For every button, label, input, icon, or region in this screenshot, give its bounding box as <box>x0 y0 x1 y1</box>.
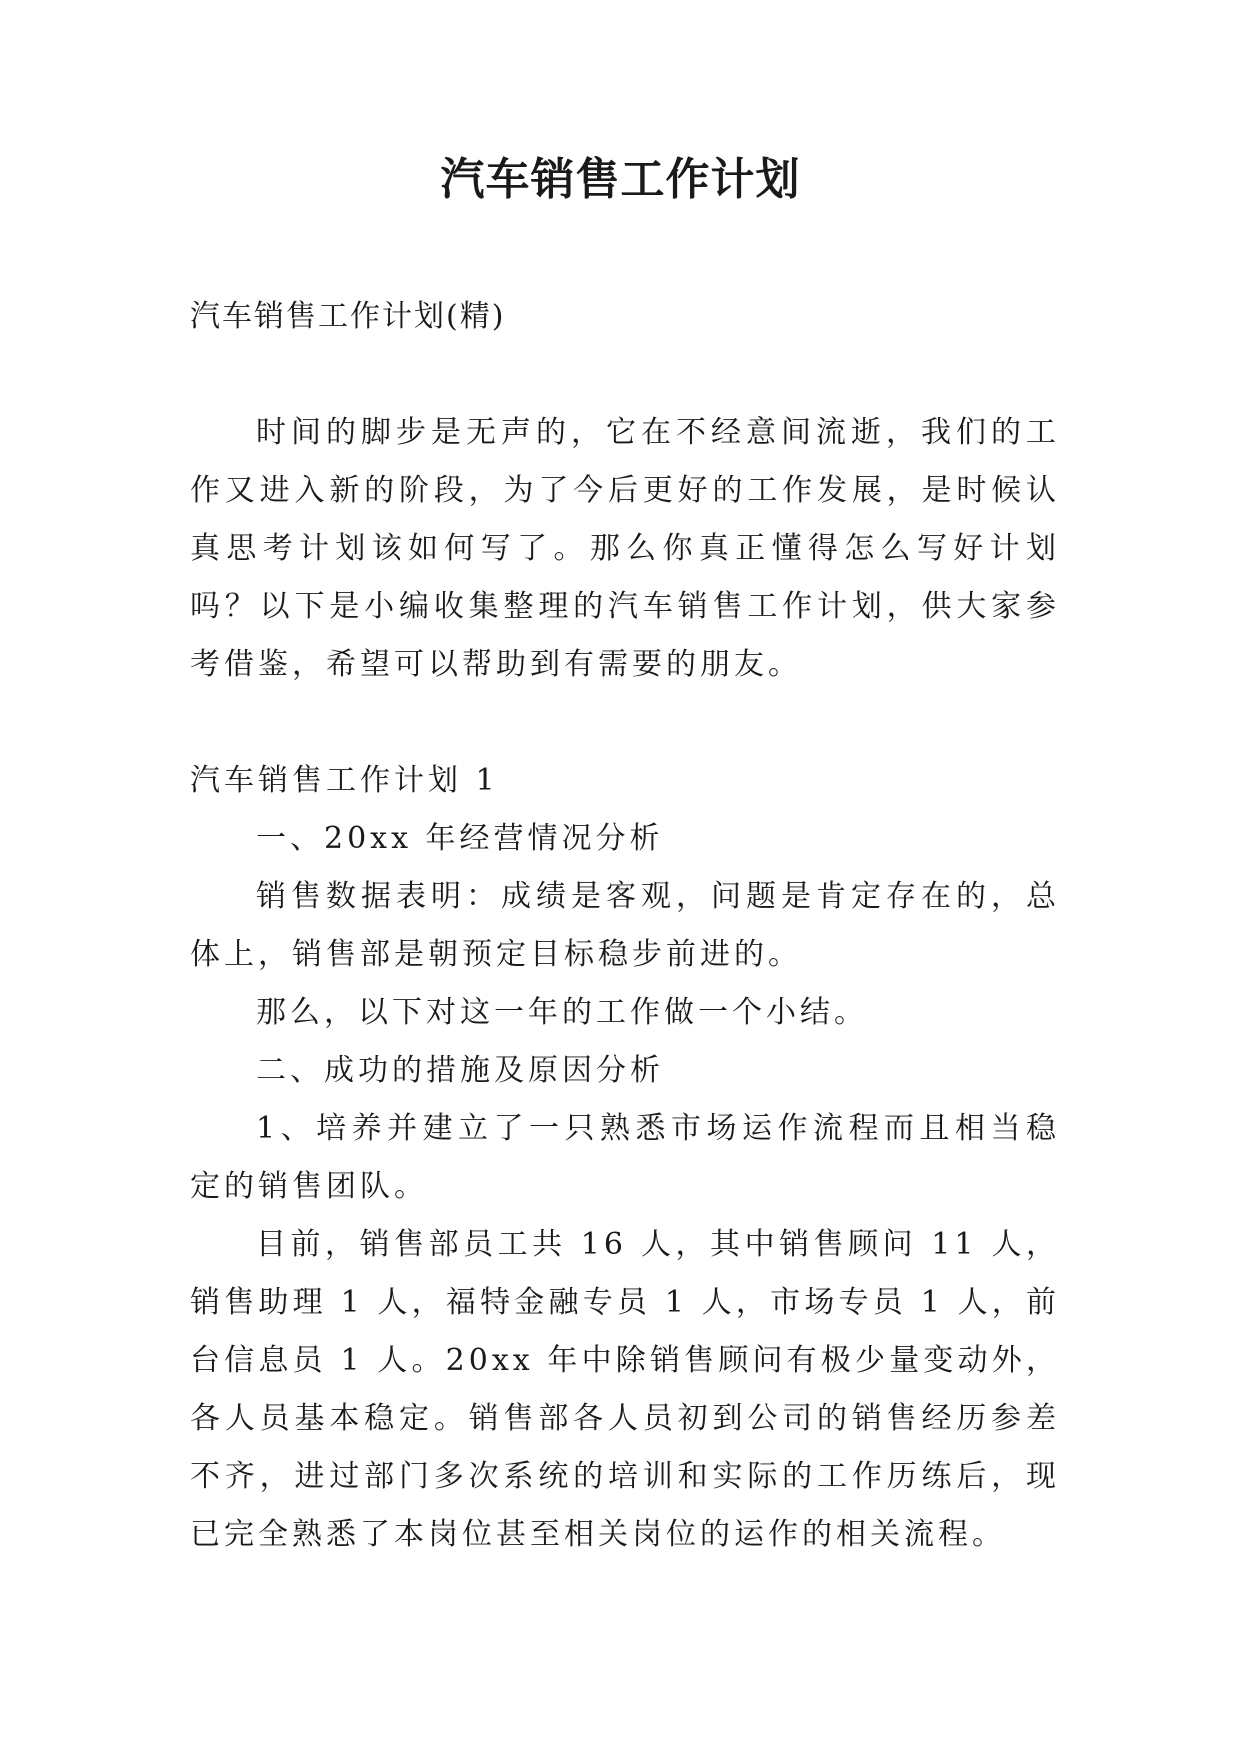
section-title: 汽车销售工作计划 1 <box>190 763 499 798</box>
content-section <box>190 752 1060 1564</box>
paragraph-sales-data: 销售数据表明：成绩是客观，问题是肯定存在的，总体上，销售部是朝预定目标稳步前进的。 <box>190 879 1060 972</box>
document-subtitle: 汽车销售工作计划(精) <box>190 299 506 334</box>
document-title: 汽车销售工作计划 <box>440 154 801 205</box>
paragraph-summary-intro: 那么，以下对这一年的工作做一个小结。 <box>256 995 868 1030</box>
heading-business-analysis: 一、20xx 年经营情况分析 <box>256 821 664 856</box>
paragraph-staff-details: 目前，销售部员工共 16 人，其中销售顾问 11 人，销售助理 1 人，福特金融专员 1 人，市场专员 1 人，前台信息员 1 人。20xx 年中除销售顾问有极少量变动外，各人员基本稳定。销售部各人员初到公司的销售经历参差不齐，进过部门多次系统的培训和实际的工作历练后，现已完全熟悉了本岗位甚至相关岗位的运作的相关流程。 <box>190 1227 1060 1552</box>
heading-success-measures: 二、成功的措施及原因分析 <box>256 1053 664 1088</box>
intro-paragraph: 时间的脚步是无声的，它在不经意间流逝，我们的工作又进入新的阶段，为了今后更好的工作发展，是时候认真思考计划该如何写了。那么你真正懂得怎么写好计划吗？以下是小编收集整理的汽车销售工作计划，供大家参考借鉴，希望可以帮助到有需要的朋友。 <box>190 415 1060 682</box>
paragraph-sales-team: 1、培养并建立了一只熟悉市场运作流程而且相当稳定的销售团队。 <box>190 1111 1060 1204</box>
